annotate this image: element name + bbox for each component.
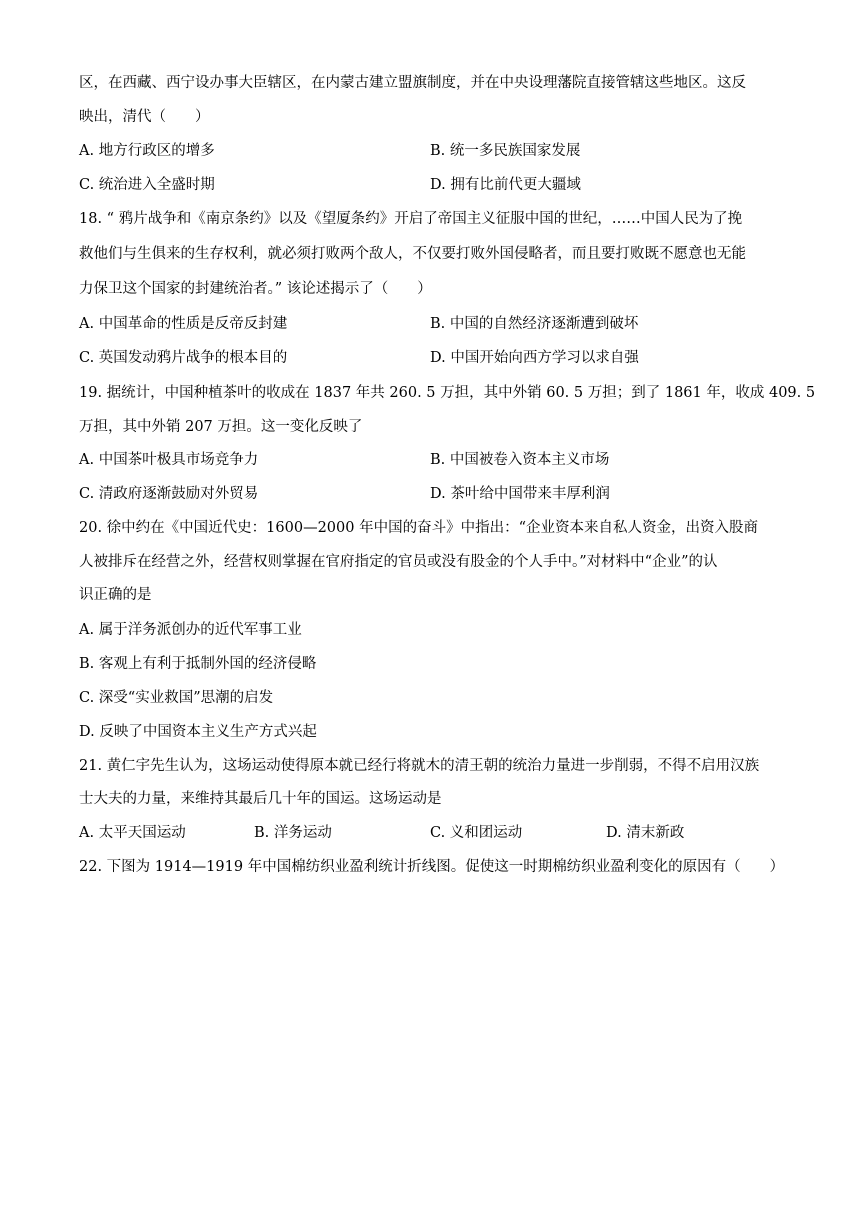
q20-stem-line-1: 20. 徐中约在《中国近代史：1600—2000 年中国的奋斗》中指出：“企业资本来自私人资金，出资入股商	[79, 520, 758, 536]
q19-stem-line-2: 万担，其中外销 207 万担。这一变化反映了	[79, 419, 363, 435]
q19-option-c[interactable]: C. 清政府逐渐鼓励对外贸易	[79, 486, 259, 502]
q20-stem-line-3: 识正确的是	[79, 587, 152, 603]
q21-option-c[interactable]: C. 义和团运动	[430, 825, 523, 841]
q20-stem-line-2: 人被排斥在经营之外，经营权则掌握在官府指定的官员或没有股金的个人手中。”对材料中“企业”的认	[79, 554, 718, 570]
q17-option-c[interactable]: C. 统治进入全盛时期	[79, 177, 215, 193]
q17-option-d[interactable]: D. 拥有比前代更大疆域	[430, 177, 581, 193]
q20-option-b[interactable]: B. 客观上有利于抵制外国的经济侵略	[79, 656, 317, 672]
q19-option-b[interactable]: B. 中国被卷入资本主义市场	[430, 452, 610, 468]
q20-option-a[interactable]: A. 属于洋务派创办的近代军事工业	[79, 622, 302, 638]
q17-stem-line-2: 映出，清代（ ）	[79, 109, 210, 125]
q19-option-a[interactable]: A. 中国茶叶极具市场竞争力	[79, 452, 259, 468]
q21-option-b[interactable]: B. 洋务运动	[254, 825, 332, 841]
q21-stem-line-2: 士大夫的力量，来维持其最后几十年的国运。这场运动是	[79, 791, 442, 807]
q17-option-b[interactable]: B. 统一多民族国家发展	[430, 143, 581, 159]
q20-option-d[interactable]: D. 反映了中国资本主义生产方式兴起	[79, 724, 317, 740]
q21-option-a[interactable]: A. 太平天国运动	[79, 825, 186, 841]
q19-stem-line-1: 19. 据统计，中国种植茶叶的收成在 1837 年共 260. 5 万担，其中外销 60. 5 万担；到了 1861 年，收成 409. 5	[79, 385, 816, 401]
q21-stem-line-1: 21. 黄仁宇先生认为，这场运动使得原本就已经行将就木的清王朝的统治力量进一步削弱，不得不启用汉族	[79, 758, 760, 774]
q18-option-d[interactable]: D. 中国开始向西方学习以求自强	[430, 350, 639, 366]
q18-stem-line-1: 18. “ 鸦片战争和《南京条约》以及《望厦条约》开启了帝国主义征服中国的世纪，……中国人民为了挽	[79, 211, 743, 227]
q17-option-a[interactable]: A. 地方行政区的增多	[79, 143, 215, 159]
q20-option-c[interactable]: C. 深受“实业救国”思潮的启发	[79, 690, 274, 706]
q18-option-c[interactable]: C. 英国发动鸦片战争的根本目的	[79, 350, 288, 366]
q18-option-a[interactable]: A. 中国革命的性质是反帝反封建	[79, 316, 288, 332]
q19-option-d[interactable]: D. 茶叶给中国带来丰厚利润	[430, 486, 610, 502]
q22-stem-line-1: 22. 下图为 1914—1919 年中国棉纺织业盈利统计折线图。促使这一时期棉纺织业盈利变化的原因有（ ）	[79, 859, 785, 875]
q21-option-d[interactable]: D. 清末新政	[606, 825, 685, 841]
q18-stem-line-3: 力保卫这个国家的封建统治者。” 该论述揭示了（ ）	[79, 281, 432, 297]
q17-stem-line-1: 区，在西藏、西宁设办事大臣辖区，在内蒙古建立盟旗制度，并在中央设理藩院直接管辖这些地区。这反	[79, 75, 746, 91]
q18-stem-line-2: 救他们与生俱来的生存权利，就必须打败两个敌人，不仅要打败外国侵略者，而且要打败既不愿意也无能	[79, 246, 746, 262]
q18-option-b[interactable]: B. 中国的自然经济逐渐遭到破坏	[430, 316, 639, 332]
